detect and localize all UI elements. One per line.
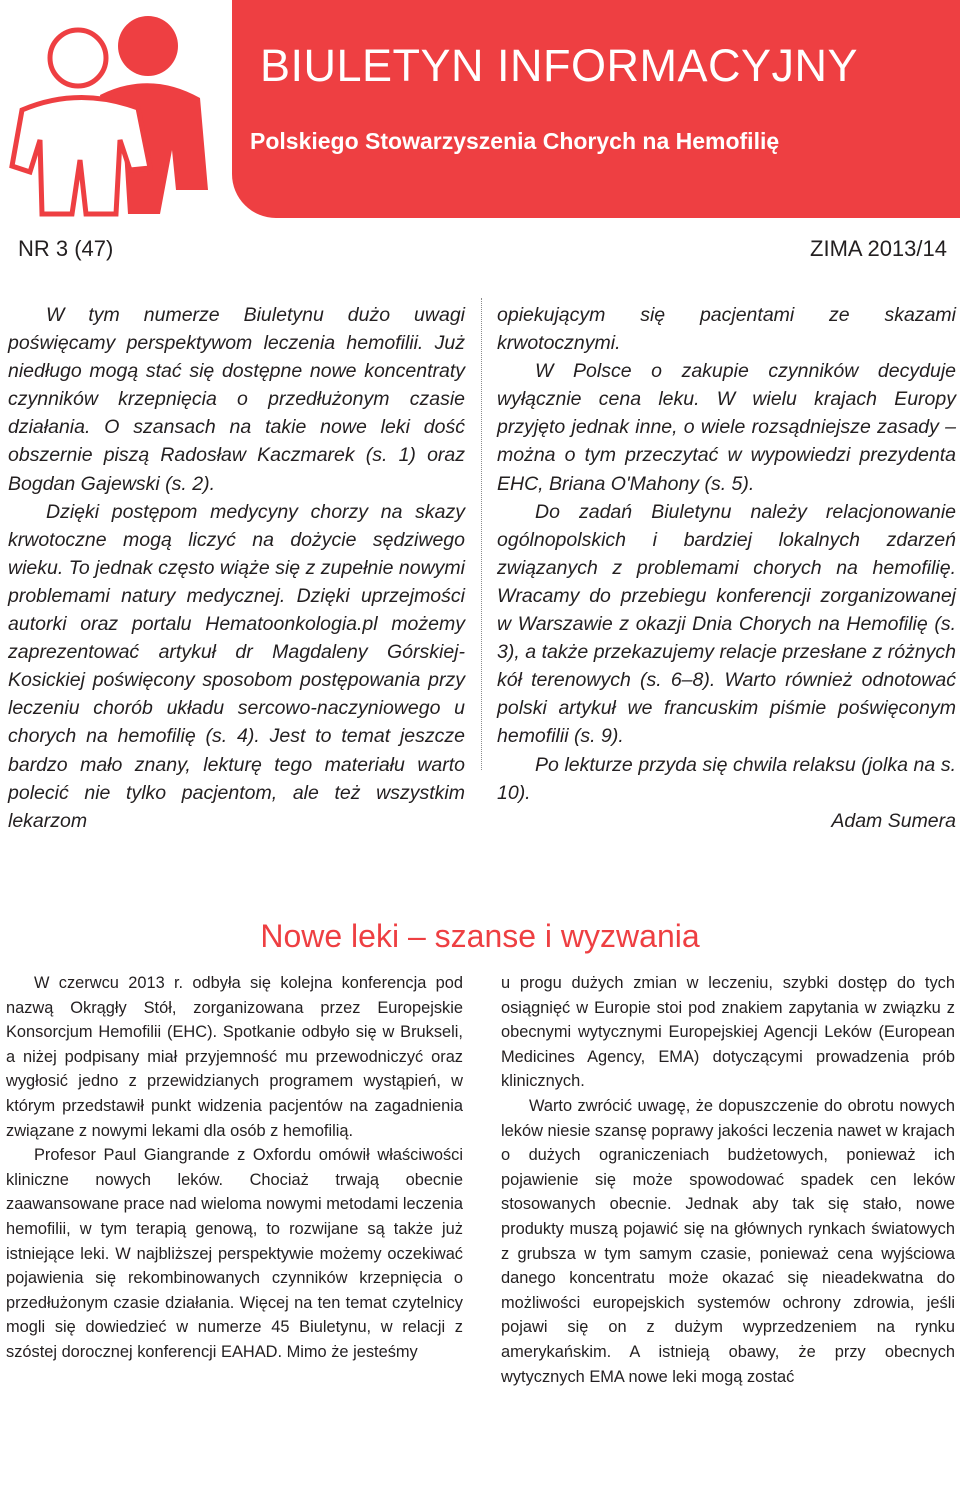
- article-column-left: [6, 971, 463, 1365]
- editorial-paragraph: Po lekturze przyda się chwila relaksu (jolka na s. 10).: [497, 753, 956, 804]
- editorial-column-right: [497, 301, 956, 835]
- society-logo: [0, 0, 232, 218]
- editorial-column-left: [8, 301, 465, 835]
- article-paragraph: u progu dużych zmian w leczeniu, szybki dostęp do tych osiągnięć w Europie stoi pod znakiem zapytania w związku z obecnymi wytycznymi Europejskiej Agencji Leków (European Medicines Agency, EMA) dotyczącymi prowadzenia prób klinicznych.: [501, 974, 955, 1091]
- issue-season: ZIMA 2013/14: [810, 236, 947, 261]
- editorial-paragraph: W tym numerze Biuletynu dużo uwagi poświęcamy perspektywom leczenia hemofilii. Już niedługo mogą stać się dostępne nowe koncentraty czynników krzepnięcia o przedłużonym czasie działania. O szansach na takie nowe leki dość obszernie piszą Radosław Kaczmarek (s. 1) oraz Bogdan Gajewski (s. 2).: [8, 304, 465, 495]
- editorial-paragraph: Dzięki postępom medycyny chorzy na skazy krwotoczne mogą liczyć na dożycie sędziwego wieku. To jednak często wiąże się z zupełnie nowymi problemami natury medycznej. Dzięki uprzejmości autorki oraz portalu Hematoonkologia.pl możemy zaprezentować artykuł dr Magdaleny Górskiej-Kosickiej poświęcony sposobom postępowania przy leczeniu chorób układu sercowo-naczyniowego u chorych na hemofilię (s. 4). Jest to temat jeszcze bardzo mało znany, lekturę tego materiału warto polecić nie tylko pacjentom, ale też wszystkim lekarzom: [8, 500, 465, 832]
- column-divider: [481, 298, 482, 770]
- article-column-right: [501, 971, 955, 1389]
- article-headline: Nowe leki – szanse i wyzwania: [260, 918, 700, 954]
- editorial-paragraph: W Polsce o zakupie czynników decyduje wyłącznie cena leku. W wielu krajach Europy przyjęto jednak inne, o wiele rozsądniejsze zasady – można o tym przeczytać w wypowiedzi prezydenta EHC, Briana O'Mahony (s. 5).: [497, 360, 956, 495]
- article-paragraph: Warto zwrócić uwagę, że dopuszczenie do obrotu nowych leków niesie szansę poprawy jakości leczenia nawet w krajach o dużych ograniczeniach budżetowych, ponieważ ich pojawienie się może spowodować spadek cen leków stosowanych obecnie. Jednak aby tak się stało, nowe produkty muszą pojawić się na głównych rynkach światowych z grubsza w tym samym czasie, ponieważ cena wyjściowa danego koncentratu może okazać się nieadekwatna do możliwości europejskich systemów ochrony zdrowia, jeśli pojawi się on z dużym wyprzedzeniem na rynku amerykańskim. A istnieją obawy, że przy obecnych wytycznych EMA nowe leki mogą zostać: [501, 1096, 955, 1386]
- bulletin-subtitle: Polskiego Stowarzyszenia Chorych na Hemofilię: [250, 128, 780, 154]
- masthead-banner: [232, 0, 960, 218]
- editorial-signature: Adam Sumera: [831, 809, 956, 832]
- article-paragraph: Profesor Paul Giangrande z Oxfordu omówił właściwości kliniczne nowych leków. Chociaż trwają obecnie zaawansowane prace nad wieloma nowymi metodami leczenia hemofilii, w tym terapią genową, to rozwijane są także już istniejące leki. W najbliższej perspektywie możemy oczekiwać pojawienia się rekombinowanych czynników krzepnięcia o przedłużonym czasie działania. Więcej na ten temat czytelnicy mogli się dowiedzieć w numerze 45 Biuletynu, w relacji z szóstej dorocznej konferencji EAHAD. Mimo że jesteśmy: [6, 1146, 463, 1361]
- editorial-paragraph: opiekującym się pacjentami ze skazami krwotocznymi.: [497, 304, 956, 355]
- issue-number: NR 3 (47): [18, 236, 114, 261]
- article-paragraph: W czerwcu 2013 r. odbyła się kolejna konferencja pod nazwą Okrągły Stół, zorganizowana przez Europejskie Konsorcjum Hemofilii (EHC). Spotkanie odbyło się w Brukseli, a niżej podpisany miał przyjemność mu przewodniczyć oraz wygłosić jedno z przewidzianych programem wystąpień, w którym przedstawił punkt widzenia pacjentów na zagadnienia związane z nowymi lekami dla osób z hemofilią.: [6, 974, 463, 1140]
- bulletin-title: BIULETYN INFORMACYJNY: [260, 40, 859, 91]
- editorial-paragraph: Do zadań Biuletynu należy relacjonowanie ogólnopolskich i bardziej lokalnych zdarzeń związanych z problemami chorych na hemofilię. Wracamy do przebiegu konferencji zorganizowanej w Warszawie z okazji Dnia Chorych na Hemofilię (s. 3), a także przekazujemy relacje przesłane z różnych kół terenowych (s. 6–8). Warto również odnotować polski artykuł we francuskim piśmie poświęconym hemofilii (s. 9).: [497, 500, 956, 748]
